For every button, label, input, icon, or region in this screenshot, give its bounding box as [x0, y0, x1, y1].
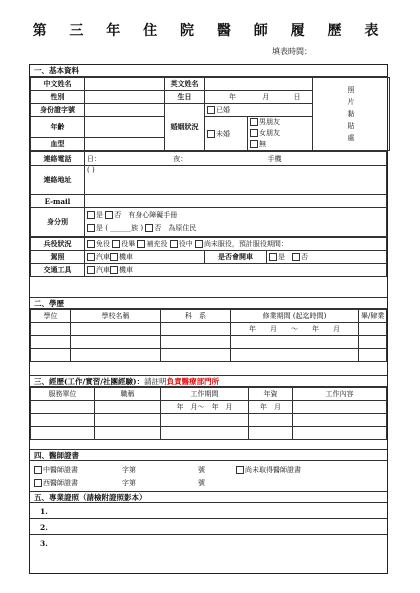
section-license-heading: 五、專業證照（請檢附證照影本） — [30, 491, 387, 503]
license-item-2: 2. — [40, 523, 48, 532]
chinese-med-checkbox[interactable] — [34, 466, 42, 474]
cert-no-prefix-1: 字第 — [122, 466, 136, 474]
exp-cell[interactable] — [95, 414, 161, 427]
exp-cell[interactable] — [31, 427, 95, 440]
transport-moto-checkbox[interactable] — [110, 266, 118, 274]
no-cert-option[interactable]: 尚未取得醫師證書 — [236, 465, 301, 475]
section-education-heading: 二、學歷 — [30, 297, 387, 309]
page-title: 第 三 年 住 院 醫 師 履 歷 表 — [32, 23, 388, 39]
exp-period-cell[interactable]: 年 月～ 年 月 — [161, 401, 249, 414]
unmarried-option[interactable]: 未婚 — [205, 117, 248, 150]
military-pending-checkbox[interactable] — [195, 240, 203, 248]
military-alt-checkbox[interactable] — [137, 240, 145, 248]
experience-table — [30, 387, 387, 440]
address-label: 連絡地址 — [31, 166, 85, 195]
fill-time-label: 填表時間： — [272, 47, 312, 56]
license-item-3: 3. — [40, 539, 48, 548]
edu-col-degree: 學位 — [31, 310, 71, 323]
aboriginal-no-checkbox[interactable] — [145, 224, 153, 232]
name-en-label: 英文姓名 — [165, 78, 205, 91]
birthday-field[interactable]: 年 月 日 — [205, 91, 313, 104]
phone-field[interactable]: 日： 夜： 手機 — [85, 152, 387, 166]
transport-car-checkbox[interactable] — [87, 266, 95, 274]
name-cn-field[interactable] — [85, 78, 165, 91]
unmarried-checkbox[interactable] — [207, 130, 215, 138]
form-frame — [29, 64, 388, 574]
girlfriend-checkbox[interactable] — [250, 129, 258, 137]
email-label: E-mail — [31, 195, 85, 208]
military-exempt-checkbox[interactable] — [87, 240, 95, 248]
transport-field[interactable]: 汽車 機車 — [85, 264, 387, 277]
age-label: 年齡 — [31, 117, 85, 138]
boyfriend-checkbox[interactable] — [250, 118, 258, 126]
edu-cell[interactable] — [71, 349, 161, 362]
none-checkbox[interactable] — [250, 140, 258, 148]
divider — [30, 534, 387, 535]
none-option[interactable]: 無 — [250, 139, 312, 150]
chinese-med-cert[interactable]: 中醫師證書 — [34, 465, 78, 475]
license-label: 駕照 — [31, 251, 85, 264]
disability-no-checkbox[interactable] — [105, 211, 113, 219]
section-certificate-heading: 四、醫師證書 — [30, 449, 387, 461]
married-option[interactable]: 已婚 — [205, 104, 313, 117]
edu-cell[interactable] — [161, 349, 231, 362]
edu-cell[interactable] — [231, 336, 359, 349]
exp-cell[interactable] — [95, 401, 161, 414]
age-field[interactable] — [85, 117, 165, 138]
drive-no-checkbox[interactable] — [292, 253, 300, 261]
name-en-field[interactable] — [205, 78, 313, 91]
gender-field[interactable] — [85, 91, 165, 104]
western-med-cert[interactable]: 西醫師證書 — [34, 478, 78, 488]
phone-label: 連絡電話 — [31, 152, 85, 166]
divider — [30, 518, 387, 519]
exp-tenure-cell[interactable]: 年 月 — [249, 401, 293, 414]
exp-cell[interactable] — [293, 427, 387, 440]
exp-cell[interactable] — [249, 414, 293, 427]
edu-cell[interactable] — [359, 349, 387, 362]
no-cert-checkbox[interactable] — [236, 466, 244, 474]
girlfriend-option[interactable]: 女朋友 — [250, 128, 312, 139]
military-done-checkbox[interactable] — [112, 240, 120, 248]
education-table — [30, 309, 387, 362]
unmarried-cell — [205, 117, 313, 151]
exp-cell[interactable] — [31, 414, 95, 427]
basic-info-table — [30, 77, 387, 277]
license-item-1: 1. — [40, 507, 48, 516]
license-field[interactable]: 汽車 機車 — [85, 251, 205, 264]
id-number-label: 身份證字號 — [31, 104, 85, 117]
married-checkbox[interactable] — [207, 106, 215, 114]
blood-field[interactable] — [85, 138, 165, 151]
identity-field[interactable]: 是 否 有身心障礙手冊 是 ( ______族 ) 否 為原住民 — [85, 208, 387, 237]
edu-cell[interactable] — [71, 336, 161, 349]
birthday-label: 生日 — [165, 91, 205, 104]
drive-field[interactable]: 是 否 — [267, 251, 387, 264]
edu-cell[interactable] — [71, 323, 161, 336]
edu-cell[interactable] — [161, 336, 231, 349]
military-serving-checkbox[interactable] — [170, 240, 178, 248]
exp-col-period: 工作期間 — [161, 388, 249, 401]
exp-cell[interactable] — [161, 414, 249, 427]
edu-cell[interactable] — [231, 349, 359, 362]
exp-cell[interactable] — [95, 427, 161, 440]
certificate-block — [30, 461, 387, 491]
address-field[interactable]: ( ) — [85, 166, 387, 195]
section-experience-heading: 三、經歷(工作/實習/社團經驗)：請註明負責醫療部門所 — [30, 375, 387, 387]
edu-col-dept: 科 系 — [161, 310, 231, 323]
exp-col-content: 工作內容 — [293, 388, 387, 401]
exp-col-unit: 服務單位 — [31, 388, 95, 401]
edu-cell[interactable] — [161, 323, 231, 336]
western-med-checkbox[interactable] — [34, 479, 42, 487]
identity-label: 身分別 — [31, 208, 85, 237]
gender-label: 性別 — [31, 91, 85, 104]
military-field[interactable]: 免役 役畢 補充役 役中 尚未服役，預計服役期間： — [85, 238, 387, 251]
disability-yes-checkbox[interactable] — [87, 211, 95, 219]
exp-col-tenure: 年資 — [249, 388, 293, 401]
name-cn-label: 中文姓名 — [31, 78, 85, 91]
edu-period-cell[interactable]: 年 月 ～ 年 月 — [231, 323, 359, 336]
edu-col-period: 修業期間 (起迄時間) — [231, 310, 359, 323]
license-car-checkbox[interactable] — [87, 253, 95, 261]
exp-cell[interactable] — [293, 414, 387, 427]
section-basic-heading: 一、基本資料 — [30, 65, 387, 77]
edu-cell[interactable] — [31, 323, 71, 336]
exp-col-title: 職稱 — [95, 388, 161, 401]
id-number-field[interactable] — [85, 104, 165, 117]
blood-label: 血型 — [31, 138, 85, 151]
drive-yes-checkbox[interactable] — [269, 253, 277, 261]
drive-label: 是否會開車 — [205, 251, 267, 264]
marital-label: 婚姻狀況 — [165, 104, 205, 151]
license-moto-checkbox[interactable] — [110, 253, 118, 261]
exp-cell[interactable] — [249, 427, 293, 440]
boyfriend-option[interactable]: 男朋友 — [250, 117, 312, 128]
edu-col-status: 畢/肄業 — [359, 310, 387, 323]
cert-no-prefix-2: 字第 — [122, 479, 136, 487]
edu-cell[interactable] — [359, 336, 387, 349]
red-note: 負責醫療部門 — [166, 377, 212, 386]
exp-cell[interactable] — [161, 427, 249, 440]
edu-cell[interactable] — [31, 349, 71, 362]
military-label: 兵役狀況 — [31, 238, 85, 251]
cert-no-suffix-1: 號 — [198, 466, 205, 474]
exp-cell[interactable] — [31, 401, 95, 414]
email-field[interactable] — [85, 195, 387, 208]
transport-label: 交通工具 — [31, 264, 85, 277]
exp-cell[interactable] — [293, 401, 387, 414]
edu-cell[interactable] — [359, 323, 387, 336]
photo-area[interactable]: 照 片 黏 貼 處 — [313, 78, 390, 151]
aboriginal-yes-checkbox[interactable] — [87, 224, 95, 232]
edu-cell[interactable] — [31, 336, 71, 349]
edu-col-school: 學校名稱 — [71, 310, 161, 323]
cert-no-suffix-2: 號 — [198, 479, 205, 487]
